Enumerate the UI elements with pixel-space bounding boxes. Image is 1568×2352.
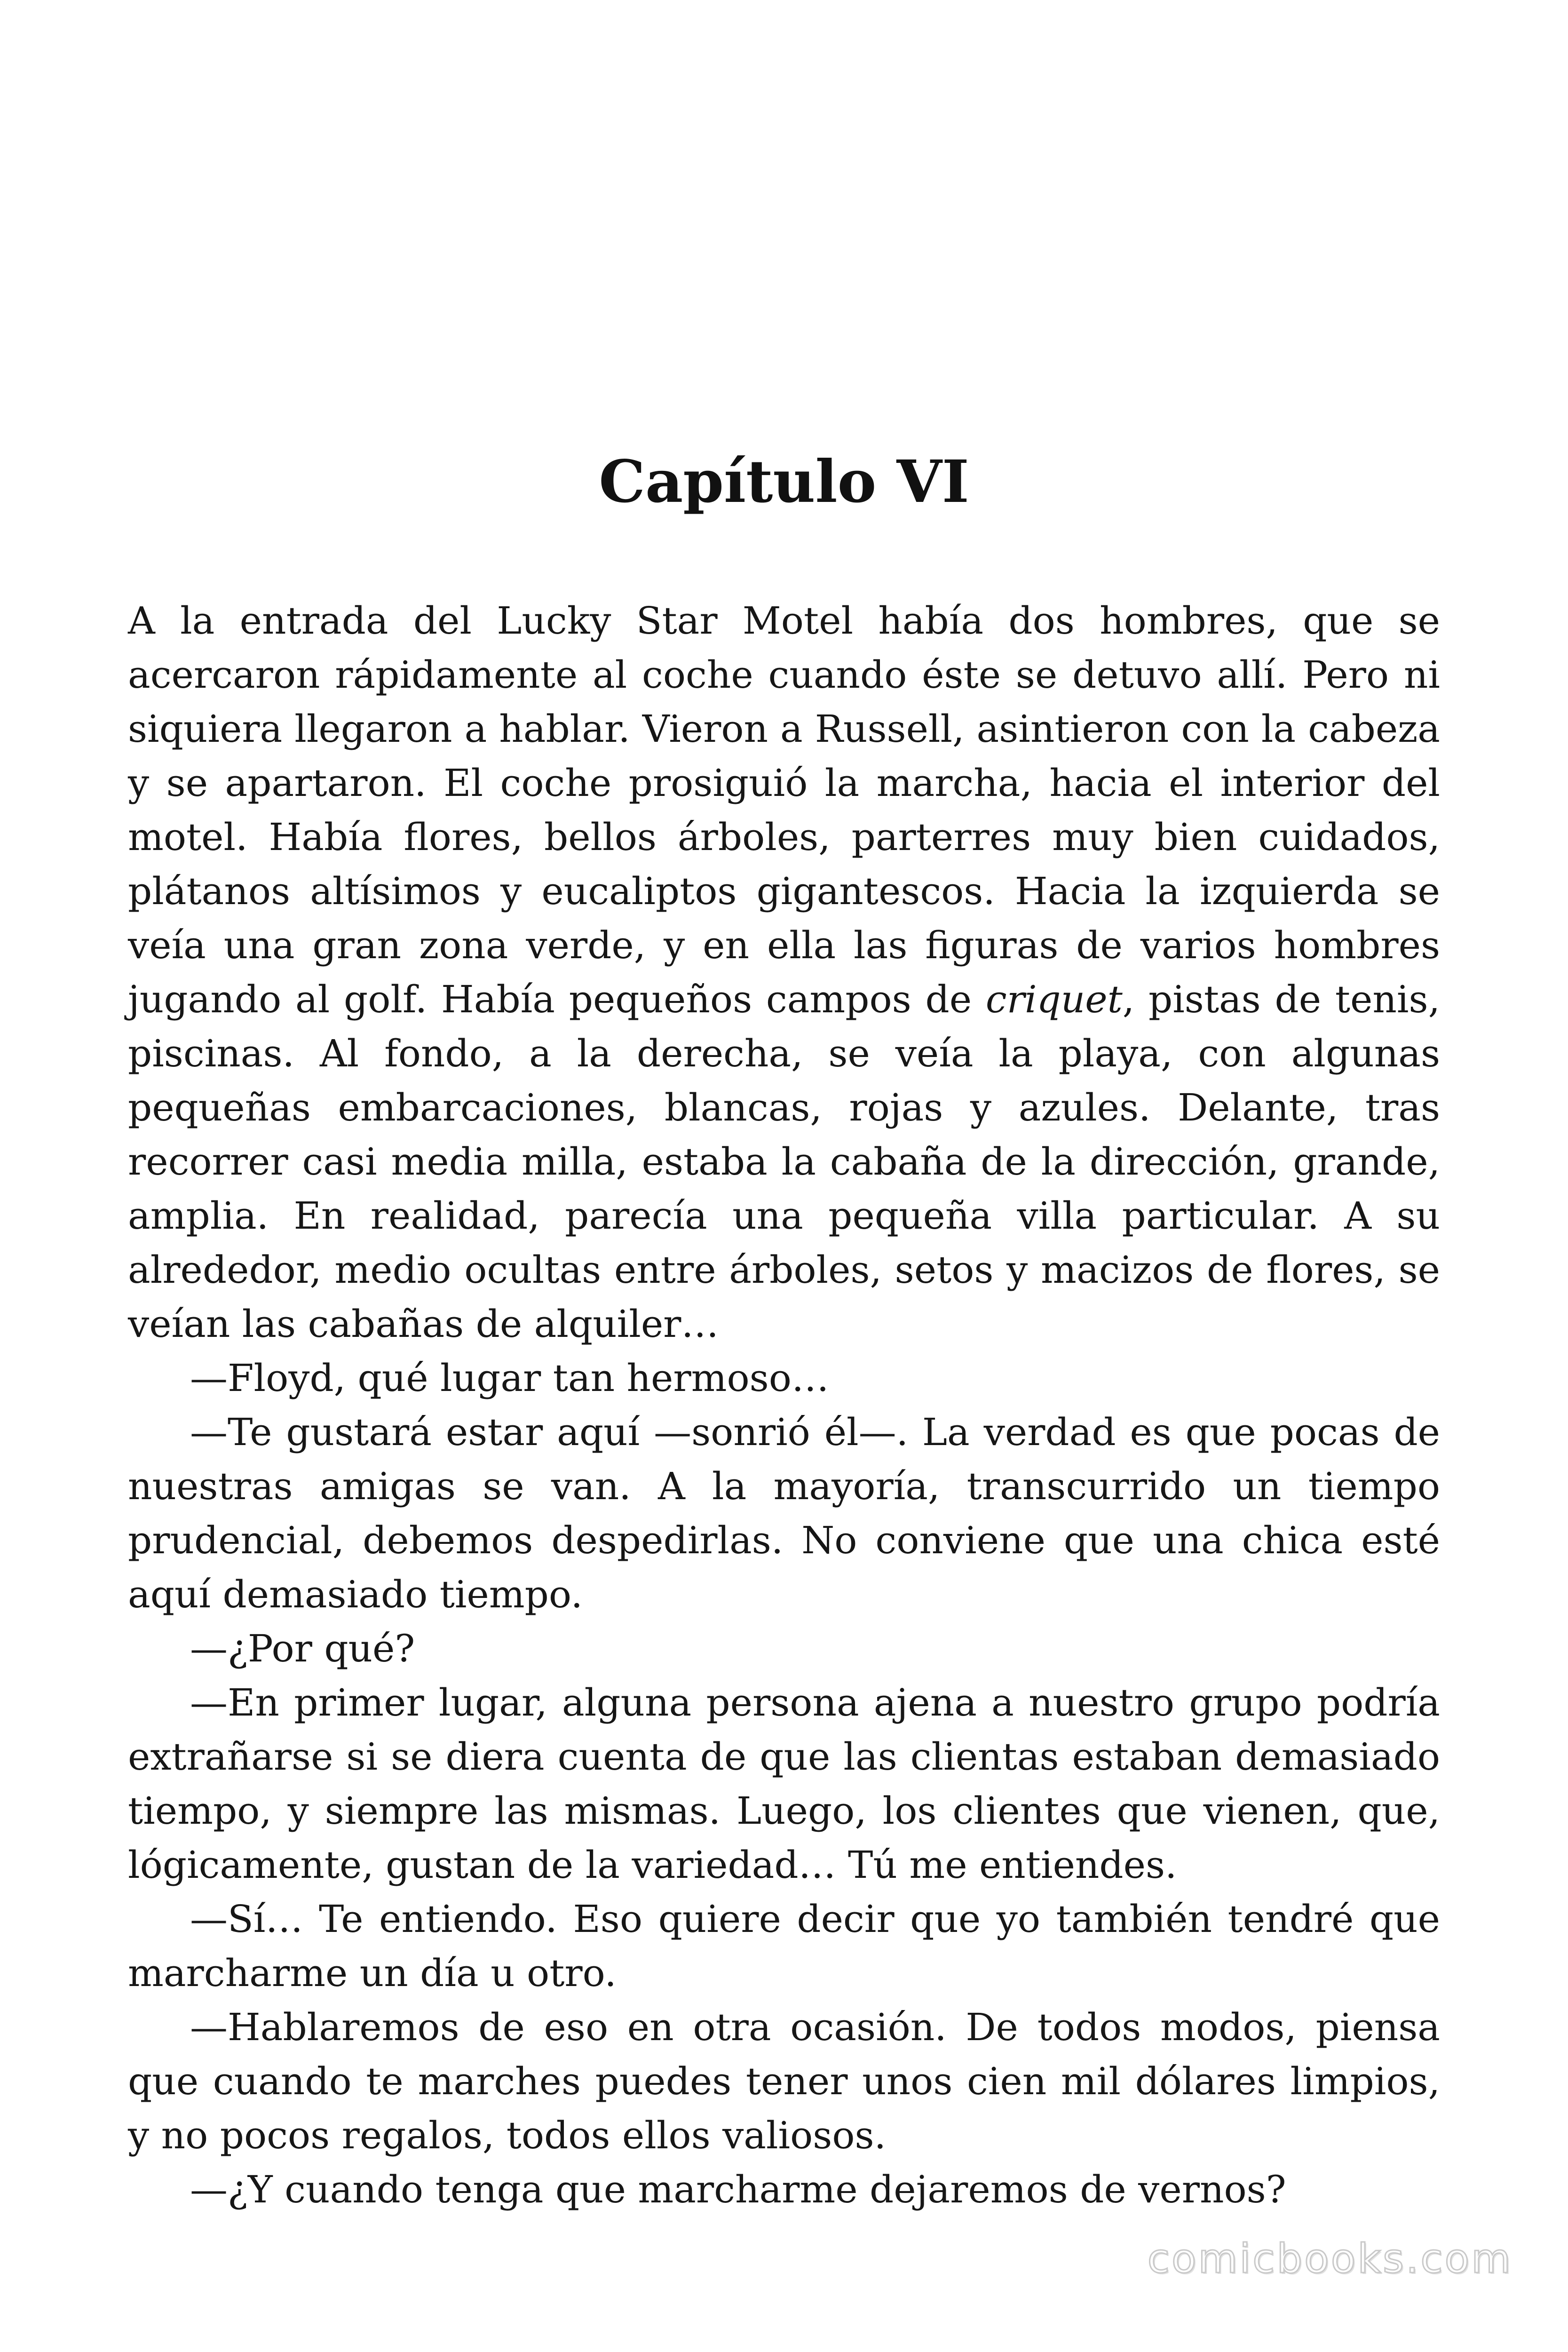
dialogue-paragraph bbox=[128, 1621, 1440, 1676]
dialogue-paragraph bbox=[128, 1892, 1440, 2000]
dialogue-paragraph bbox=[128, 1351, 1440, 1405]
chapter-title: Capítulo VI bbox=[599, 448, 969, 516]
italic-word: criquet bbox=[985, 977, 1123, 1021]
paragraph-text: —Floyd, qué lugar tan hermoso… bbox=[190, 1356, 829, 1400]
paragraph-text: , pistas de tenis, piscinas. Al fondo, a la derecha, se veía la playa, con algunas pequeñas embarcaciones, blancas, rojas y azules. Delante, tras recorrer casi media milla, estaba la cabaña de la dirección, grande, amplia. En realidad, parecía una pequeña villa particular. A su alrededor, medio ocultas entre árboles, setos y macizos de flores, se veían las cabañas de alquiler… bbox=[128, 977, 1440, 1346]
paragraph-text: —En primer lugar, alguna persona ajena a nuestro grupo podría extrañarse si se diera cuenta de que las clientas estaban demasiado tiempo, y siempre las mismas. Luego, los clientes que vienen, que, lógicamente, gustan de la variedad… Tú me entiendes. bbox=[128, 1681, 1440, 1887]
dialogue-paragraph bbox=[128, 2000, 1440, 2162]
dialogue-paragraph bbox=[128, 1676, 1440, 1892]
dialogue-paragraph bbox=[128, 1405, 1440, 1621]
paragraph-text: —Te gustará estar aquí —sonrió él—. La verdad es que pocas de nuestras amigas se van. A la mayoría, transcurrido un tiempo prudencial, debemos despedirlas. No conviene que una chica esté aquí demasiado tiempo. bbox=[128, 1410, 1440, 1616]
paragraph-opening bbox=[128, 594, 1440, 1351]
paragraph-text: —Hablaremos de eso en otra ocasión. De todos modos, piensa que cuando te marches puedes tener unos cien mil dólares limpios, y no pocos regalos, todos ellos valiosos. bbox=[128, 2005, 1440, 2157]
paragraph-text: —¿Por qué? bbox=[190, 1627, 415, 1670]
paragraph-text: —Sí… Te entiendo. Eso quiere decir que yo también tendré que marcharme un día u otro. bbox=[128, 1897, 1440, 1995]
site-watermark: comicbooks.com bbox=[1147, 2235, 1513, 2282]
paragraph-text: A la entrada del Lucky Star Motel había dos hombres, que se acercaron rápidamente al coche cuando éste se detuvo allí. Pero ni siquiera llegaron a hablar. Vieron a Russell, asintieron con la cabeza y se apartaron. El coche prosiguió la marcha, hacia el interior del motel. Había flores, bellos árboles, parterres muy bien cuidados, plátanos altísimos y eucaliptos gigantescos. Hacia la izquierda se veía una gran zona verde, y en ella las figuras de varios hombres jugando al golf. Había pequeños campos de bbox=[128, 599, 1440, 1021]
paragraph-text: —¿Y cuando tenga que marcharme dejaremos de vernos? bbox=[190, 2168, 1286, 2211]
chapter-body bbox=[128, 594, 1440, 2217]
dialogue-paragraph bbox=[128, 2162, 1440, 2217]
